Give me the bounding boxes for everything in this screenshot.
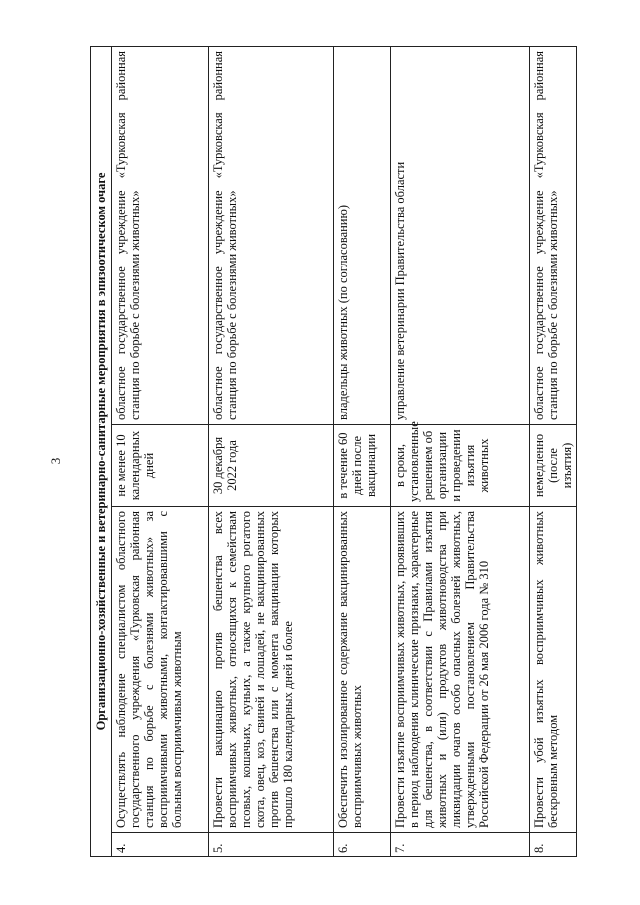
row-action: Осуществлять наблюдение специалистом областного государственного учреждения «Турковская районная станция по борьбе с болезнями животных» за восприимчивыми животными, контактировавшими с больным восприимчивым животным <box>112 507 209 833</box>
table-header: Организационно-хозяйственные и ветеринарно-санитарные мероприятия в эпизоотическом очаге <box>91 46 112 856</box>
row-responsible: владельцы животных (по согласованию) <box>334 46 391 424</box>
row-responsible: управление ветеринарии Правительства области <box>391 46 530 424</box>
row-action: Провести убой изъятых восприимчивых животных бескровным методом <box>530 507 577 833</box>
row-deadline: в течение 60 дней после вакцинации <box>334 425 391 507</box>
row-action: Обеспечить изолированное содержание вакцинированных восприимчивых животных <box>334 507 391 833</box>
measures-table <box>90 46 577 857</box>
row-responsible: областное государственное учреждение «Турковская районная станция по борьбе с болезнями животных» <box>209 46 334 424</box>
table-row <box>334 46 391 856</box>
table-row <box>209 46 334 856</box>
row-deadline: в сроки, установленные решением об организации и проведении изъятия животных <box>391 425 530 507</box>
row-responsible: областное государственное учреждение «Турковская районная станция по борьбе с болезнями животных» <box>112 46 209 424</box>
table-header-row <box>91 46 112 856</box>
row-number: 6. <box>334 833 391 857</box>
row-number: 4. <box>112 833 209 857</box>
row-number: 7. <box>391 833 530 857</box>
row-number: 8. <box>530 833 577 857</box>
row-deadline: 30 декабря 2022 года <box>209 425 334 507</box>
row-responsible: областное государственное учреждение «Турковская районная станция по борьбе с болезнями животных» <box>530 46 577 424</box>
row-deadline: не менее 10 календарных дней <box>112 425 209 507</box>
table-row <box>112 46 209 856</box>
rotated-table-container <box>90 47 574 857</box>
row-number: 5. <box>209 833 334 857</box>
table-row <box>391 46 530 856</box>
row-action: Провести изъятие восприимчивых животных, проявивших в период наблюдения клинические признаки, характерные для бешенства, в соответствии с Правилами изъятия животных и (или) продуктов животноводства при ликвидации очагов особо опасных болезней животных, утвержденными постановлением Правительства Российской Федерации от 26 мая 2006 года № 310 <box>391 507 530 833</box>
row-action: Провести вакцинацию против бешенства всех восприимчивых животных, относящихся к семействам псовых, кошачьих, куньих, а также крупного рогатого скота, овец, коз, свиней и лошадей, не вакцинированных против бешенства или с момента вакцинации которых прошло 180 календарных дней и более <box>209 507 334 833</box>
table-row <box>530 46 577 856</box>
page-number: 3 <box>48 457 63 465</box>
row-deadline: немедленно (после изъятия) <box>530 425 577 507</box>
